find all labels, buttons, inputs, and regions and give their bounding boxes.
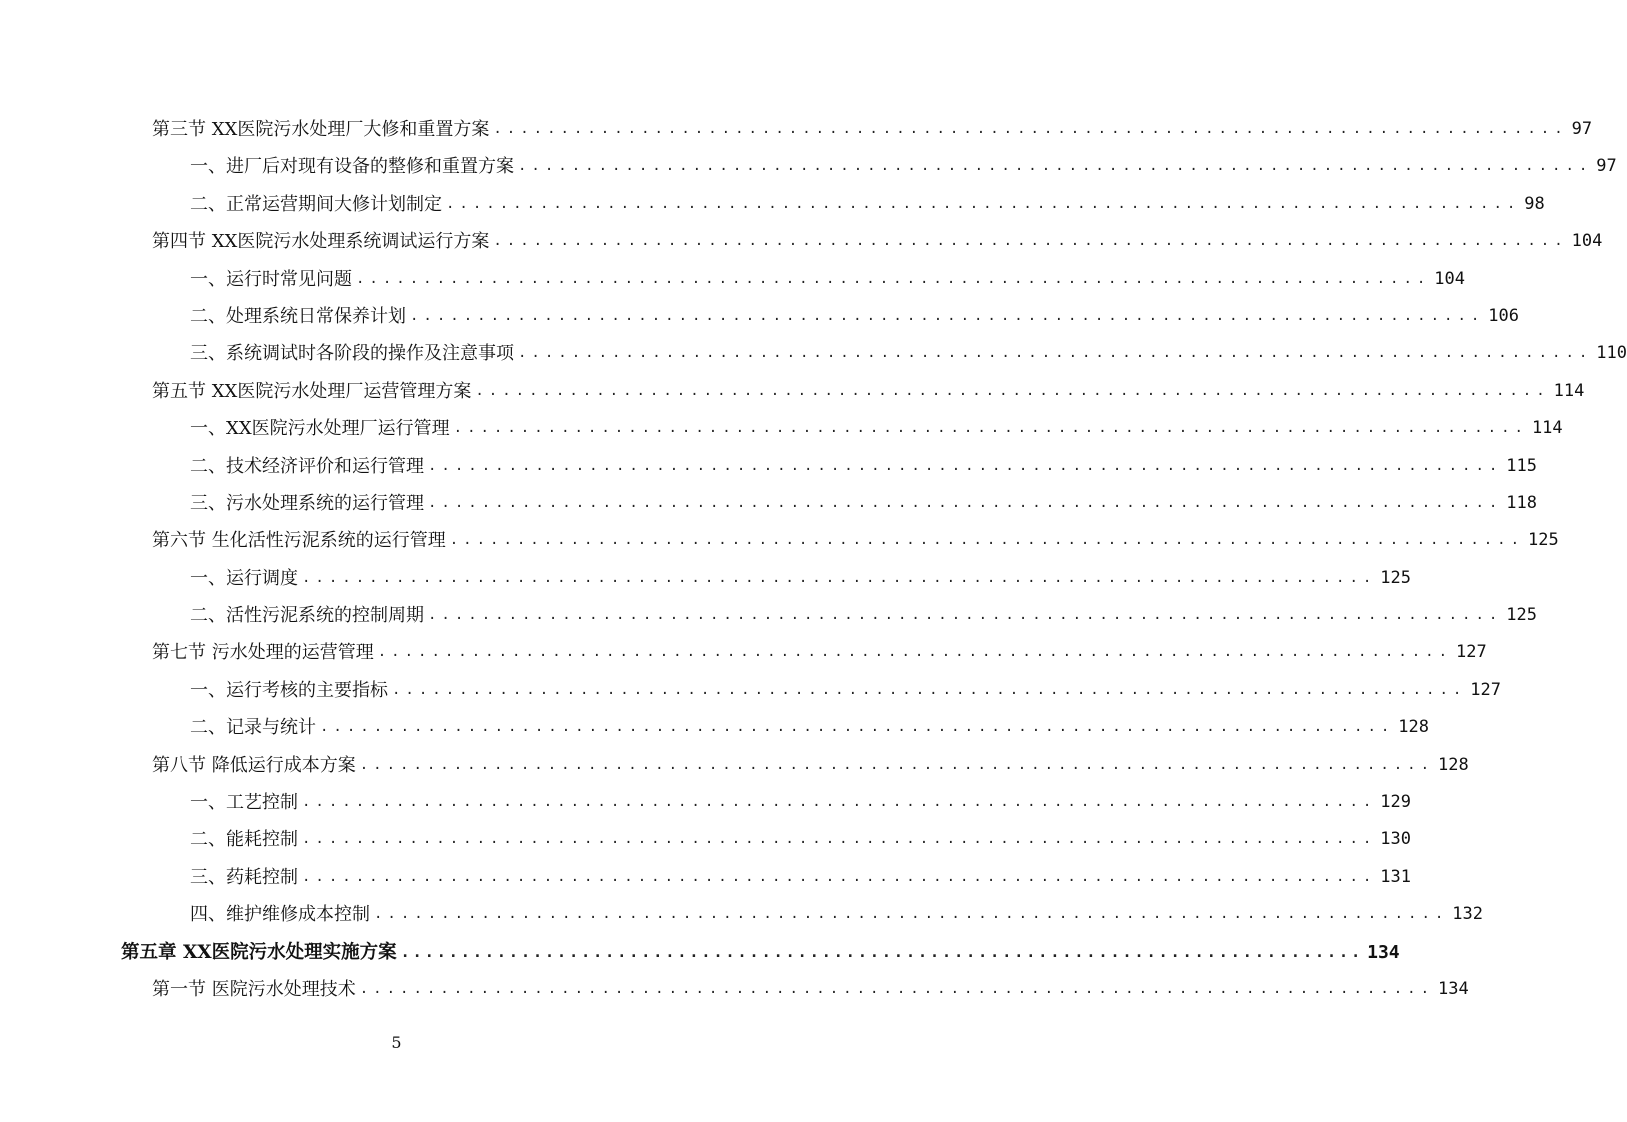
toc-subsection-entry[interactable] xyxy=(0,335,1627,372)
toc-entry-page-number: 132 xyxy=(1452,904,1484,925)
toc-entry-page-number: 125 xyxy=(1380,567,1412,588)
toc-leader-dots: ................................................................................ xyxy=(493,121,1568,137)
toc-entry-title: 一、运行时常见问题 xyxy=(190,268,352,290)
toc-leader-dots: ................................................................................ xyxy=(518,345,1593,362)
toc-entry-title: 一、工艺控制 xyxy=(190,792,298,814)
toc-entry-page-number: 134 xyxy=(1438,978,1469,999)
toc-leader-dots: ................................................................................ xyxy=(493,233,1568,250)
toc-leader-dots: ................................................................................ xyxy=(410,307,1485,324)
table-of-contents xyxy=(0,111,1627,1008)
toc-leader-dots: ................................................................................ xyxy=(359,980,1435,997)
toc-leader-dots: ................................................................................ xyxy=(475,382,1550,399)
toc-leader-dots: ................................................................................ xyxy=(392,681,1467,698)
toc-entry-page-number: 125 xyxy=(1506,605,1538,626)
toc-entry-title: 二、活性污泥系统的控制周期 xyxy=(190,605,424,627)
toc-leader-dots: ................................................................................ xyxy=(449,532,1525,549)
toc-section-entry[interactable] xyxy=(0,111,1593,148)
toc-section-entry[interactable] xyxy=(0,971,1469,1008)
toc-section-entry[interactable] xyxy=(0,373,1585,410)
toc-entry-title: 二、处理系统日常保养计划 xyxy=(190,305,406,327)
toc-entry-title: 二、能耗控制 xyxy=(190,829,298,851)
toc-subsection-entry[interactable] xyxy=(0,485,1538,522)
toc-entry-page-number: 110 xyxy=(1596,343,1627,364)
toc-entry-title: 一、运行考核的主要指标 xyxy=(190,679,388,701)
page-number: 5 xyxy=(391,1033,402,1052)
toc-subsection-entry[interactable] xyxy=(0,709,1430,746)
toc-entry-title: 第五章 XX医院污水处理实施方案 xyxy=(121,941,397,963)
toc-leader-dots: ................................................................................ xyxy=(428,607,1503,624)
toc-subsection-entry[interactable] xyxy=(0,896,1484,933)
toc-entry-page-number: 115 xyxy=(1506,455,1538,476)
toc-leader-dots: ................................................................................ xyxy=(320,719,1395,736)
toc-section-entry[interactable] xyxy=(0,747,1469,784)
toc-entry-page-number: 104 xyxy=(1571,231,1603,252)
toc-entry-title: 一、进厂后对现有设备的整修和重置方案 xyxy=(190,156,514,178)
toc-entry-page-number: 98 xyxy=(1524,193,1545,214)
toc-entry-page-number: 104 xyxy=(1434,268,1466,289)
toc-leader-dots: ................................................................................ xyxy=(302,868,1377,885)
toc-entry-page-number: 130 xyxy=(1380,829,1412,850)
toc-entry-title: 四、维护维修成本控制 xyxy=(190,904,370,926)
toc-subsection-entry[interactable] xyxy=(0,298,1520,335)
toc-entry-page-number: 125 xyxy=(1528,530,1559,551)
toc-entry-page-number: 106 xyxy=(1488,305,1520,326)
toc-entry-title: 一、XX医院污水处理厂运行管理 xyxy=(190,418,450,440)
toc-leader-dots: ................................................................................ xyxy=(356,270,1431,287)
toc-entry-title: 第七节 污水处理的运营管理 xyxy=(152,642,374,664)
toc-subsection-entry[interactable] xyxy=(0,148,1617,185)
toc-entry-page-number: 128 xyxy=(1398,717,1430,738)
toc-leader-dots: ................................................................................ xyxy=(428,494,1503,511)
toc-entry-title: 一、运行调度 xyxy=(190,567,298,589)
toc-entry-title: 二、记录与统计 xyxy=(190,717,316,739)
toc-entry-title: 第三节 XX医院污水处理厂大修和重置方案 xyxy=(152,119,490,140)
toc-subsection-entry[interactable] xyxy=(0,672,1502,709)
toc-subsection-entry[interactable] xyxy=(0,186,1545,223)
toc-subsection-entry[interactable] xyxy=(0,560,1412,597)
toc-entry-page-number: 118 xyxy=(1506,492,1538,513)
toc-entry-title: 二、技术经济评价和运行管理 xyxy=(190,455,424,477)
toc-entry-title: 二、正常运营期间大修计划制定 xyxy=(190,193,442,215)
toc-leader-dots: ................................................................................ xyxy=(374,906,1449,923)
toc-leader-dots: ................................................................................ xyxy=(302,794,1377,811)
toc-entry-title: 第八节 降低运行成本方案 xyxy=(152,754,356,776)
toc-entry-title: 三、药耗控制 xyxy=(190,866,298,888)
toc-leader-dots: ................................................................................ xyxy=(428,457,1503,474)
toc-section-entry[interactable] xyxy=(0,223,1603,260)
toc-subsection-entry[interactable] xyxy=(0,410,1563,447)
toc-subsection-entry[interactable] xyxy=(0,448,1538,485)
toc-leader-dots: ................................................................................ xyxy=(453,420,1528,437)
toc-entry-title: 三、系统调试时各阶段的操作及注意事项 xyxy=(190,343,514,365)
toc-leader-dots: ................................................................................ xyxy=(359,756,1435,773)
toc-section-entry[interactable] xyxy=(0,522,1559,559)
toc-leader-dots: ................................................................................ xyxy=(518,158,1593,175)
toc-entry-page-number: 131 xyxy=(1380,866,1412,887)
toc-entry-page-number: 129 xyxy=(1380,792,1412,813)
toc-entry-page-number: 114 xyxy=(1531,418,1563,439)
toc-entry-title: 第五节 XX医院污水处理厂运营管理方案 xyxy=(152,380,472,402)
toc-entry-page-number: 127 xyxy=(1456,642,1487,663)
toc-leader-dots: ................................................................................ xyxy=(302,569,1377,586)
toc-leader-dots: ................................................................................ xyxy=(446,195,1521,212)
toc-leader-dots: ................................................................................ xyxy=(377,644,1453,661)
toc-subsection-entry[interactable] xyxy=(0,597,1538,634)
toc-entry-title: 第四节 XX医院污水处理系统调试运行方案 xyxy=(152,231,490,253)
toc-chapter-entry[interactable] xyxy=(0,934,1400,971)
toc-entry-title: 三、污水处理系统的运行管理 xyxy=(190,492,424,514)
toc-leader-dots: ................................................................................ xyxy=(302,831,1377,848)
toc-subsection-entry[interactable] xyxy=(0,261,1466,298)
toc-entry-page-number: 134 xyxy=(1367,941,1400,963)
toc-subsection-entry[interactable] xyxy=(0,821,1412,858)
toc-entry-title: 第六节 生化活性污泥系统的运行管理 xyxy=(152,530,446,552)
toc-entry-page-number: 114 xyxy=(1553,380,1585,401)
toc-entry-page-number: 97 xyxy=(1571,119,1593,139)
toc-section-entry[interactable] xyxy=(0,634,1487,671)
toc-leader-dots: ................................................................................ xyxy=(400,942,1364,961)
toc-entry-page-number: 128 xyxy=(1438,754,1469,775)
toc-subsection-entry[interactable] xyxy=(0,784,1412,821)
toc-subsection-entry[interactable] xyxy=(0,859,1412,896)
toc-entry-page-number: 127 xyxy=(1470,679,1502,700)
toc-entry-title: 第一节 医院污水处理技术 xyxy=(152,978,356,1000)
toc-entry-page-number: 97 xyxy=(1596,156,1617,177)
